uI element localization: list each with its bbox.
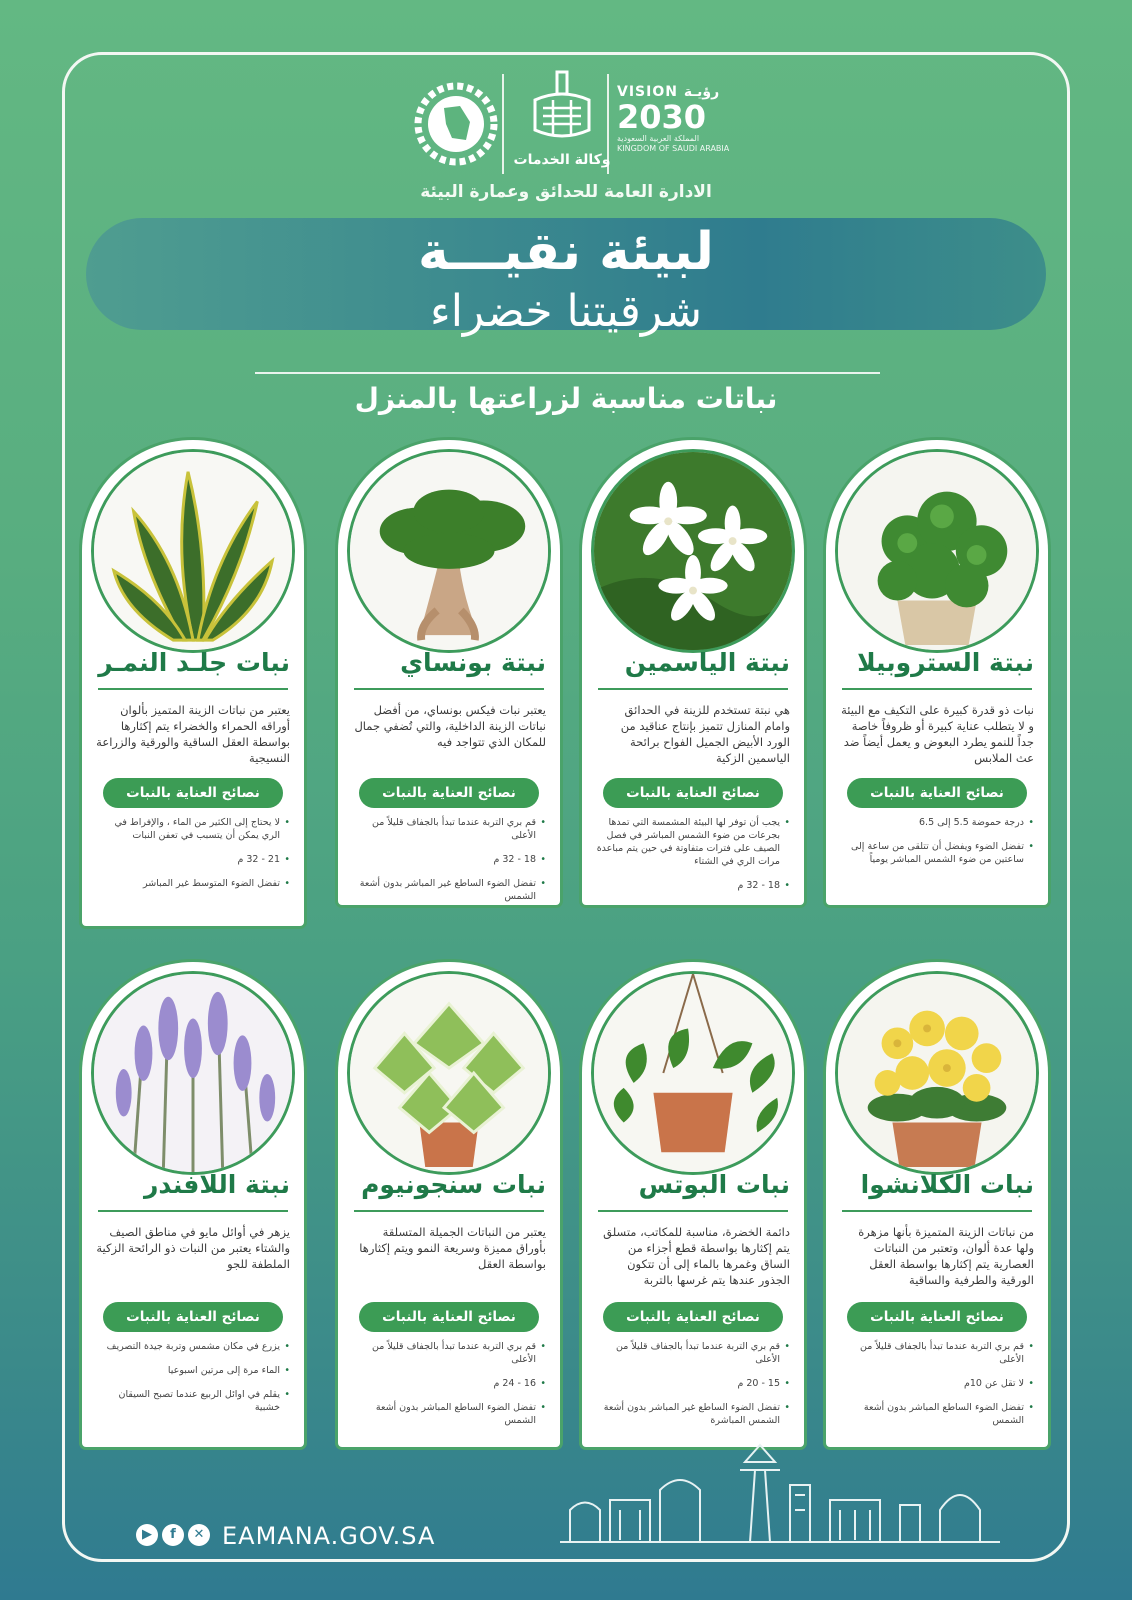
facebook-icon[interactable]: f	[162, 1524, 184, 1546]
website-link[interactable]: EAMANA.GOV.SA	[222, 1522, 436, 1550]
main-subtitle: شرقيتنا خضراء	[430, 286, 702, 337]
plant-card-jasmine	[582, 440, 804, 905]
care-tip: • قم بري التربة عندما تبدأ بالجفاف قليلاً من الأعلى	[352, 816, 546, 842]
city-skyline-icon	[560, 1440, 1000, 1544]
kalanchoe-flower-icon	[838, 974, 1036, 1172]
care-tip: • 21 - 32 م	[96, 853, 290, 866]
plant-card-bonsai	[338, 440, 560, 905]
section-heading: نباتات مناسبة لزراعتها بالمنزل	[354, 382, 778, 415]
care-tips-label: نصائح العناية بالنبات	[847, 1302, 1027, 1332]
care-tip: • درجة حموضة 5.5 إلى 6.5	[840, 816, 1034, 829]
care-tips-label: نصائح العناية بالنبات	[103, 1302, 283, 1332]
agency-name: وكالة الخدمات	[513, 152, 611, 168]
plant-photo	[347, 971, 551, 1175]
care-tips-label: نصائح العناية بالنبات	[359, 778, 539, 808]
care-tips-label: نصائح العناية بالنبات	[603, 778, 783, 808]
greenery-emblem-logo	[410, 78, 502, 170]
care-tip: • 15 - 20 م	[596, 1377, 790, 1390]
care-tip: • تفضل الضوء الساطع غير المباشر بدون أشعة الشمس	[352, 877, 546, 903]
name-underline	[598, 1210, 788, 1212]
plant-card-kalanchoe	[826, 962, 1048, 1447]
name-underline	[98, 688, 288, 690]
care-tip: • 18 - 32 م	[352, 853, 546, 866]
pothos-plant-icon	[594, 974, 792, 1172]
plant-card-syngonium	[338, 962, 560, 1447]
vision-subtitle: المملكة العربية السعودية KINGDOM OF SAUDI ARABIA	[617, 134, 730, 153]
plant-photo	[591, 971, 795, 1175]
care-tip: • قم بري التربة عندما تبدأ بالجفاف قليلاً من الأعلى	[596, 1340, 790, 1366]
plant-description: هي نبتة تستخدم للزينة في الحدائق وامام المنازل تتميز بإنتاج عناقيد من الورد الأبيض الجميل الفواح برائحة الياسمين الزكية	[620, 703, 790, 765]
care-tip: • لا يحتاج إلى الكثير من الماء ، والإفراط في الري يمكن أن يتسبب في تعفن النبات	[96, 816, 290, 842]
care-tip: • قم بري التربة عندما تبدأ بالجفاف قليلاً من الأعلى	[840, 1340, 1034, 1366]
plant-name: نبات جلـد النمـر	[98, 648, 290, 677]
plant-description: يعتبر من النباتات الجميلة المتسلقة بأوراق مميزة وسريعة النمو ويتم إكثارها بواسطة العقل	[359, 1225, 546, 1271]
plant-card-strobilanthes	[826, 440, 1048, 905]
plant-description: دائمة الخضرة، مناسبة للمكاتب، متسلق يتم إكثارها بواسطة قطع أجزاء من الساق وغمرها بالماء إلى أن تتكون الجذور عندها يتم غرسها بالتربة	[603, 1225, 790, 1287]
logo-divider	[502, 74, 504, 174]
x-icon[interactable]: ✕	[188, 1524, 210, 1546]
plant-name: نبات الكلانشوا	[860, 1170, 1034, 1199]
care-tips-list	[596, 816, 790, 903]
plant-photo	[835, 449, 1039, 653]
eastern-municipality-logo	[512, 70, 612, 180]
care-tip: • تفضل الضوء ويفضل أن تتلقى من ساعة إلى ساعتين من ضوء الشمس المباشر يومياً	[840, 840, 1034, 866]
plant-card-lavender	[82, 962, 304, 1447]
name-underline	[598, 688, 788, 690]
care-tip: • تفضل الضوء الساطع المباشر بدون أشعة الشمس	[352, 1401, 546, 1427]
plant-description: يعتبر من نباتات الزينة المتميز بألوان أوراقه الحمراء والخضراء يتم إكثارها بواسطة العقل الساقية والورقية والزراعة النسيجية	[96, 703, 290, 765]
care-tips-list	[352, 1340, 546, 1438]
plant-name: نبتة الستروبيلا	[857, 648, 1034, 677]
bonsai-tree-icon	[350, 452, 548, 650]
care-tips-label: نصائح العناية بالنبات	[103, 778, 283, 808]
youtube-icon[interactable]: ▶	[136, 1524, 158, 1546]
plant-description: من نباتات الزينة المتميزة بأنها مزهرة ولها عدة ألوان، وتعتبر من النباتات العصارية يتم إكثارها بواسطة العقل الورقية والطرفية والساقية	[858, 1225, 1034, 1287]
plant-card-pothos	[582, 962, 804, 1447]
plant-photo	[591, 449, 795, 653]
plant-description: يعتبر نبات فيكس بونساي، من أفضل نباتات الزينة الداخلية، والتي تُضفي جمال للمكان الذي تتواجد فيه	[354, 703, 546, 749]
care-tip: • الماء مرة إلى مرتين اسبوعيا	[96, 1364, 290, 1377]
plant-card-snake-plant	[82, 440, 304, 926]
lavender-flower-icon	[94, 974, 292, 1172]
care-tip: • يزرع في مكان مشمس وتربة جيدة التصريف	[96, 1340, 290, 1353]
plant-name: نبات سنجونيوم	[361, 1170, 546, 1199]
care-tip: • 18 - 32 م	[596, 879, 790, 892]
plant-photo	[835, 971, 1039, 1175]
name-underline	[354, 1210, 544, 1212]
care-tip: • قم بري التربة عندما تبدأ بالجفاف قليلاً من الأعلى	[352, 1340, 546, 1366]
syngonium-plant-icon	[350, 974, 548, 1172]
plant-description: يزهر في أوائل مايو في مناطق الصيف والشتاء يعتبر من النبات ذو الرائحة الزكية الملطفة للجو	[96, 1225, 290, 1271]
care-tips-list	[840, 816, 1034, 877]
name-underline	[842, 1210, 1032, 1212]
name-underline	[98, 1210, 288, 1212]
name-underline	[842, 688, 1032, 690]
calligraphy-emblem-icon	[527, 70, 597, 144]
care-tip: • لا تقل عن 10م	[840, 1377, 1034, 1390]
name-underline	[354, 688, 544, 690]
plant-photo	[347, 449, 551, 653]
care-tips-label: نصائح العناية بالنبات	[359, 1302, 539, 1332]
care-tip: • تفضل الضوء الساطع غير المباشر بدون أشعة الشمس المباشرة	[596, 1401, 790, 1427]
plant-name: نبتة الياسمين	[624, 648, 790, 677]
care-tip: • يجب أن توفر لها البيئة المشمسة التي تمدها بجرعات من ضوء الشمس المباشر في فصل الصيف على فترات متفاوتة في حين يتم مباعدة مرات الري في الشتاء	[596, 816, 790, 868]
care-tips-list	[840, 1340, 1034, 1438]
care-tips-label: نصائح العناية بالنبات	[847, 778, 1027, 808]
main-title: لبيئة نقيـــة	[418, 222, 714, 282]
plant-photo	[91, 971, 295, 1175]
care-tip: • يقلم في اوائل الربيع عندما تصبح السيقان خشبية	[96, 1388, 290, 1414]
plant-name: نبتة بونساي	[400, 648, 546, 677]
leaf-wreath-icon	[410, 78, 502, 170]
jasmine-flower-icon	[594, 452, 792, 650]
plant-photo	[91, 449, 295, 653]
header-logos	[0, 60, 1132, 180]
vision-year: 2030	[617, 98, 707, 136]
vision-2030-logo	[617, 84, 739, 154]
snake-plant-icon	[94, 452, 292, 650]
care-tips-list	[352, 816, 546, 914]
vision-label: VISION رؤيـة	[617, 84, 720, 100]
plant-description: نبات ذو قدرة كبيرة على التكيف مع البيئة و لا يتطلب عناية كبيرة أو ظروفاً خاصة جداً للنمو يطرد البعوض و يعمل أيضاً ضد عث الملابس	[841, 703, 1034, 765]
plant-name: نبات البوتس	[638, 1170, 790, 1199]
plant-name: نبتة اللافندر	[143, 1170, 290, 1199]
care-tip: • تفضل الضوء الساطع المباشر بدون أشعة الشمس	[840, 1401, 1034, 1427]
care-tips-label: نصائح العناية بالنبات	[603, 1302, 783, 1332]
care-tip: • تفضل الضوء المتوسط غير المباشر	[96, 877, 290, 890]
care-tips-list	[96, 816, 290, 901]
department-name: الادارة العامة للحدائق وعمارة البيئة	[420, 182, 712, 202]
title-rule	[255, 372, 880, 374]
care-tips-list	[596, 1340, 790, 1438]
care-tips-list	[96, 1340, 290, 1425]
geranium-plant-icon	[838, 452, 1036, 650]
care-tip: • 16 - 24 م	[352, 1377, 546, 1390]
